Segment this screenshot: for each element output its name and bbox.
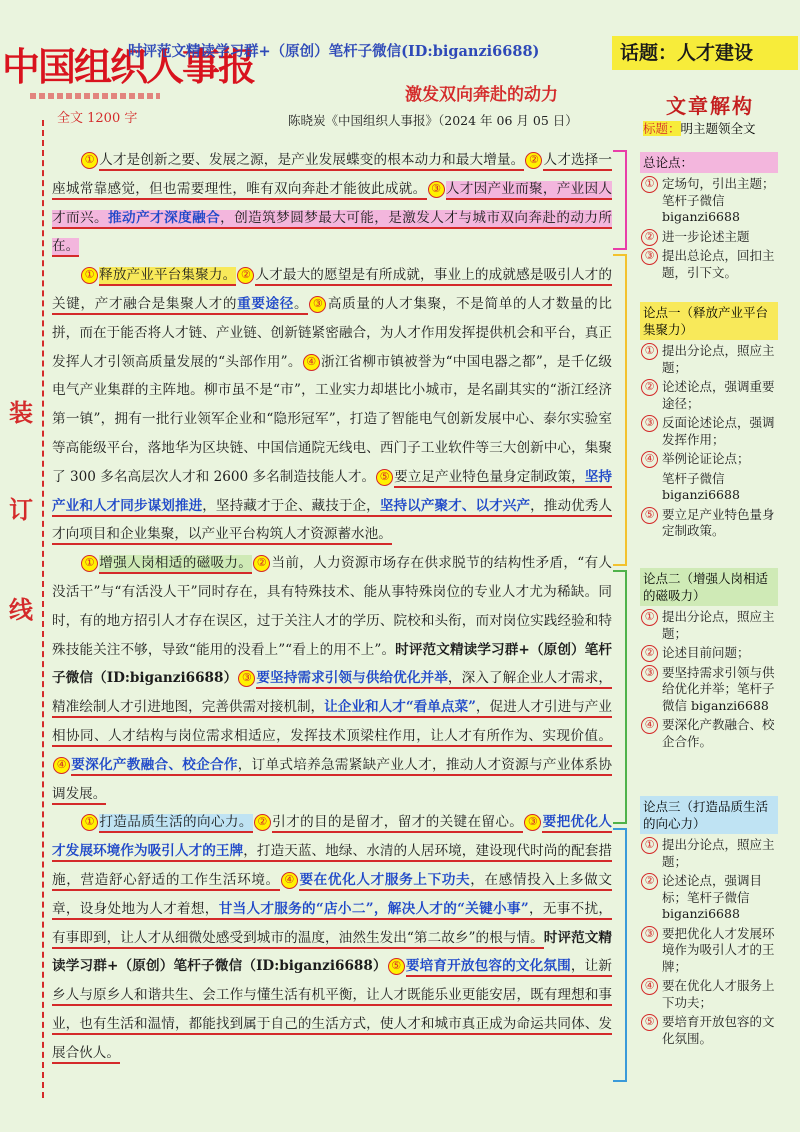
sidebar-point-3-section bbox=[640, 796, 778, 1047]
sidebar-item bbox=[640, 343, 778, 376]
sidebar-item bbox=[640, 873, 778, 923]
sentence: 当前，人力资源市场存在供求脱节的结构性矛盾，“有人没活干”与“有活没人干”同时存在，具有特殊技术、能从事特殊岗位的专业人才尤为稀缺。同时，有的地方招引人才存在误区，过于关注人才的学历、院校和头衔，而对岗位实践经验和特殊技能关注不够，导致“能用的没看上”“看上的用不上”。 bbox=[52, 555, 612, 658]
binding-char: 装 bbox=[9, 398, 33, 427]
sentence-number: ② bbox=[253, 555, 270, 572]
sentence-number: ⑤ bbox=[388, 958, 405, 975]
item-text: 提出分论点，照应主题； bbox=[662, 837, 775, 869]
item-number: ② bbox=[641, 645, 658, 662]
logo-underline bbox=[30, 93, 160, 99]
item-text: 论述论点，强调目标；笔杆子微信 biganzi6688 bbox=[662, 873, 763, 921]
item-text: 要深化产教融合、校企合作。 bbox=[662, 717, 775, 749]
section-label: 论点二（增强人岗相适的磁吸力） bbox=[640, 568, 778, 606]
item-text: 定场句，引出主题；笔杆子微信 biganzi6688 bbox=[662, 176, 775, 224]
sidebar-item bbox=[640, 379, 778, 412]
sentence-number: ② bbox=[525, 152, 542, 169]
sidebar-item bbox=[640, 645, 778, 662]
sidebar-item bbox=[640, 978, 778, 1011]
sentence-number: ④ bbox=[281, 872, 298, 889]
sidebar-item bbox=[640, 451, 778, 468]
sidebar-item bbox=[640, 248, 778, 281]
paragraph-point-1 bbox=[52, 261, 612, 549]
item-text: 要立足产业特色量身定制政策。 bbox=[662, 506, 775, 538]
sentence: 要培育开放包容的文化氛围，让新乡人与原乡人和谐共生、会工作与懂生活有机平衡，让人才既能乐业更能安居，既有理想和事业，也有生活和温情，都能找到属于自己的生活方式，使人才和城市真正成为命运共同体、发展合伙人。 bbox=[52, 958, 612, 1063]
binding-dashed-line bbox=[42, 120, 44, 1098]
sentence-number: ① bbox=[81, 267, 98, 284]
item-number: ① bbox=[641, 176, 658, 193]
sentence-number: ③ bbox=[238, 670, 255, 687]
item-text: 提出分论点，照应主题； bbox=[662, 609, 775, 641]
topic-badge: 话题：人才建设 bbox=[612, 36, 798, 70]
item-text: 要坚持需求引领与供给优化并举；笔杆子微信 biganzi6688 bbox=[662, 664, 775, 713]
sentence-number: ③ bbox=[524, 814, 541, 831]
sentence: 要把优化人才发展环境作为吸引人才的王牌，打造天蓝、地绿、水清的人居环境，建设现代时尚的配套措施，营造舒心舒适的工作生活环境。 bbox=[52, 814, 612, 891]
sidebar-item bbox=[640, 1014, 778, 1047]
sentence-number: ③ bbox=[309, 296, 326, 313]
item-number: ① bbox=[641, 343, 658, 360]
item-text: 要培育开放包容的文化氛围。 bbox=[662, 1014, 775, 1046]
sidebar-item bbox=[640, 665, 778, 715]
item-text: 要把优化人才发展环境作为吸引人才的王牌； bbox=[662, 925, 775, 974]
sidebar-item bbox=[640, 415, 778, 448]
bracket-intro bbox=[613, 150, 627, 250]
item-number: ① bbox=[641, 837, 658, 854]
sidebar-item bbox=[640, 926, 778, 976]
paragraph-point-3 bbox=[52, 808, 612, 1067]
item-number: ④ bbox=[641, 978, 658, 995]
sidebar-item bbox=[640, 507, 778, 540]
sentence-number: ④ bbox=[53, 757, 70, 774]
sidebar-point-2-section bbox=[640, 568, 778, 750]
sidebar-item bbox=[640, 471, 778, 504]
item-number: ③ bbox=[641, 926, 658, 943]
item-text: 反面论述论点，强调发挥作用； bbox=[662, 415, 775, 447]
item-text: 笔杆子微信 biganzi6688 bbox=[662, 470, 740, 502]
item-number: ④ bbox=[641, 451, 658, 468]
sentence-number: ① bbox=[81, 152, 98, 169]
sentence: 要坚持需求引领与供给优化并举，深入了解企业人才需求，精准绘制人才引进地图，完善供需对接机制，让企业和人才“看单点菜”，促进人才引进与产业相协同、人才结构与岗位需求相适应，发挥技术顶梁柱作用，让人才有所作为、实现价值。 bbox=[52, 670, 612, 747]
item-number: ⑤ bbox=[641, 507, 658, 524]
paragraph-point-2 bbox=[52, 549, 612, 808]
item-text: 论述目前问题； bbox=[662, 645, 750, 660]
item-number: ① bbox=[641, 609, 658, 626]
newspaper-logo: 中国组织人事报 bbox=[2, 45, 255, 89]
paragraph-intro bbox=[52, 146, 612, 261]
bracket-point-2 bbox=[613, 570, 627, 824]
item-number: ② bbox=[641, 379, 658, 396]
sidebar-item bbox=[640, 229, 778, 246]
sidebar-item bbox=[640, 609, 778, 642]
sentence-number: ② bbox=[237, 267, 254, 284]
item-text: 提出总论点，回扣主题，引下文。 bbox=[662, 248, 775, 280]
item-text: 提出分论点，照应主题； bbox=[662, 343, 775, 375]
structure-sidebar bbox=[640, 90, 780, 1075]
section-label: 论点一（释放产业平台集聚力） bbox=[640, 302, 778, 340]
item-text: 进一步论述主题 bbox=[662, 228, 750, 244]
sidebar-general-section bbox=[640, 152, 778, 281]
sentence-number: ② bbox=[254, 814, 271, 831]
thesis-sentence: 人才因产业而聚，产业因人才而兴。推动产才深度融合，创造筑梦圆梦最大可能，是激发人才与城市双向奔赴的动力所在。 bbox=[52, 181, 612, 258]
sidebar-title: 文章解构 bbox=[666, 94, 754, 118]
item-number: ② bbox=[641, 873, 658, 890]
article-title: 激发双向奔赴的动力 bbox=[405, 85, 558, 105]
sentence-number: ④ bbox=[303, 354, 320, 371]
sentence: 要立足产业特色量身定制政策，坚持产业和人才同步谋划推进，坚持藏才于企、藏技于企，坚持以产聚才、以才兴产，推动优秀人才向项目和企业集聚，以产业平台构筑人才资源蓄水池。 bbox=[52, 469, 612, 546]
sentence: 浙江省柳市镇被誉为“中国电器之都”，是千亿级电气产业集群的主阵地。柳市虽不是“市”，工业实力却堪比小城市，是名副其实的“浙江经济第一镇”，拥有一批行业领军企业和“隐形冠军”，打造了智能电气创新发展中心、泰尔实验室等高能级平台，落地华为区块链、中国信通院无线电、西门子工业软件等三大创新中心，集聚了 300 多名高层次人才和 2600 多名制造技能人才。 bbox=[52, 353, 612, 485]
item-number: ② bbox=[641, 229, 658, 246]
sentence-number: ⑤ bbox=[376, 469, 393, 486]
sentence: 引才的目的是留才，留才的关键在留心。 bbox=[272, 814, 523, 833]
sentence: 要在优化人才服务上下功夫，在感情投入上多做文章，设身处地为人才着想，甘当人才服务的“店小二”，解决人才的“关键小事”，无事不扰，有事即到，让人才从细微处感受到城市的温度，油然生发出“第二故乡”的根与情。 bbox=[52, 872, 612, 949]
sidebar-item bbox=[640, 837, 778, 870]
header-banner: 时评范文精读学习群+（原创）笔杆子微信(ID:biganzi6688) bbox=[128, 43, 540, 60]
sentence: 人才是创新之要、发展之源，是产业发展蝶变的根本动力和最大增量。 bbox=[99, 152, 524, 171]
item-number: ④ bbox=[641, 717, 658, 734]
point-heading: 释放产业平台集聚力。 bbox=[99, 267, 236, 286]
sidebar-point-1-section bbox=[640, 302, 778, 540]
item-text: 举例论证论点； bbox=[662, 451, 750, 466]
sentence-number: ③ bbox=[428, 181, 445, 198]
article-body bbox=[52, 146, 612, 1068]
sentence-number: ① bbox=[81, 814, 98, 831]
point-heading: 增强人岗相适的磁吸力。 bbox=[99, 555, 252, 574]
bracket-point-3 bbox=[613, 828, 627, 1082]
promo-text: 时评范文精读学习群+（原创）笔杆子微信（ID:biganzi6688） bbox=[52, 641, 613, 687]
item-number: ③ bbox=[641, 415, 658, 432]
section-label: 论点三（打造品质生活的向心力） bbox=[640, 796, 778, 834]
sentence-number: ① bbox=[81, 555, 98, 572]
sidebar-title-row: 标题：明主题领全文 bbox=[643, 121, 756, 136]
item-text: 论述论点，强调重要途径； bbox=[662, 379, 775, 411]
binding-char: 订 bbox=[9, 495, 33, 524]
item-number: ③ bbox=[641, 665, 658, 682]
item-text: 要在优化人才服务上下功夫； bbox=[662, 978, 775, 1010]
sentence: 人才选择一座城常靠感觉，但也需要理性，唯有双向奔赴才能彼此成就。 bbox=[52, 152, 612, 200]
item-number: ③ bbox=[641, 248, 658, 265]
item-number: ⑤ bbox=[641, 1014, 658, 1031]
promo-text: 时评范文精读学习群+（原创）笔杆子微信（ID:biganzi6688） bbox=[52, 929, 612, 975]
point-heading: 打造品质生活的向心力。 bbox=[99, 814, 253, 833]
sidebar-item bbox=[640, 717, 778, 750]
binding-char: 线 bbox=[9, 595, 33, 624]
section-label: 总论点： bbox=[640, 152, 778, 173]
word-count: 全文 1200 字 bbox=[57, 111, 138, 126]
sidebar-item bbox=[640, 176, 778, 226]
sentence: 要深化产教融合、校企合作，订单式培养急需紧缺产业人才，推动人才资源与产业体系协调发展。 bbox=[52, 757, 612, 805]
sentence: 人才最大的愿望是有所成就，事业上的成就感是吸引人才的关键，产才融合是集聚人才的重要途径。 bbox=[52, 267, 612, 315]
bracket-point-1 bbox=[613, 254, 627, 566]
byline: 陈晓炭《中国组织人事报》（2024 年 06 月 05 日） bbox=[288, 113, 578, 128]
sentence: 高质量的人才集聚，不是简单的人才数量的比拼，而在于能否将人才链、产业链、创新链紧密融合，为人才作用发挥提供机会和平台，真正发挥人才引领高质量发展的“头部作用”。 bbox=[52, 295, 613, 370]
